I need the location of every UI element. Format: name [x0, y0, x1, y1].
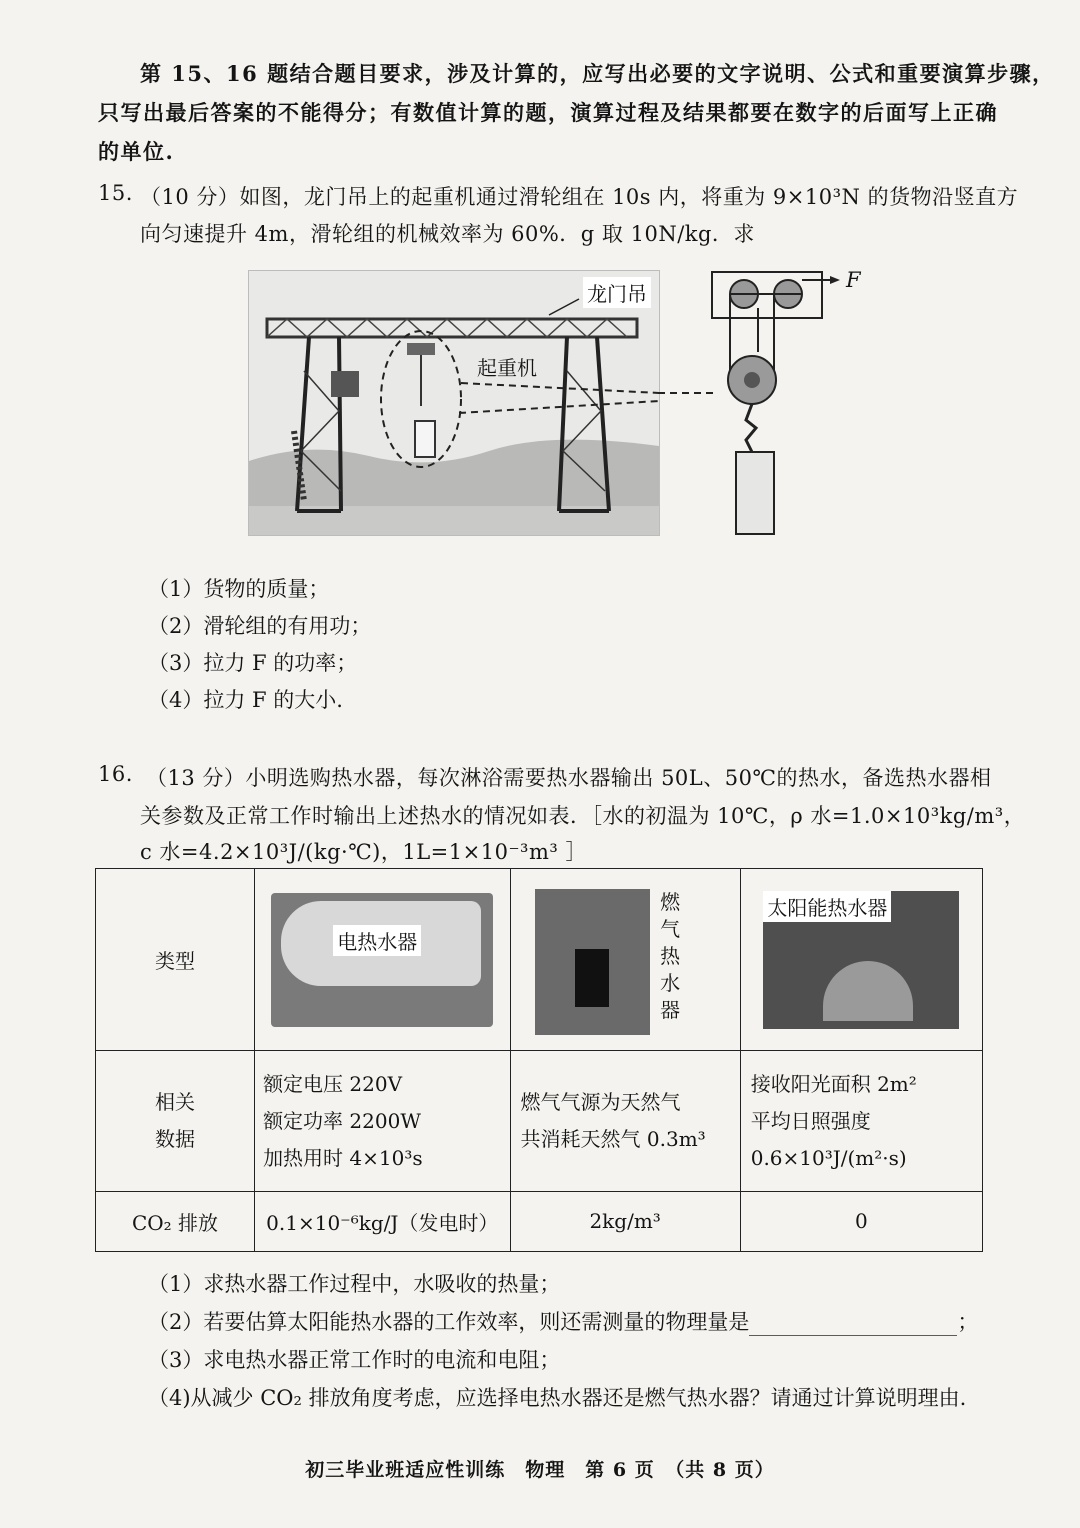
q16-text-line-3: c 水=4.2×10³J/(kg·℃)，1L=1×10⁻³m³ ］	[140, 840, 587, 864]
q15-number: 15.	[98, 181, 133, 205]
q15-text-line-1: （10 分）如图，龙门吊上的起重机通过滑轮组在 10s 内，将重为 9×10³N 的货物沿竖直方	[140, 185, 1019, 209]
water-heater-table	[95, 868, 983, 1252]
gantry-crane-photo	[248, 270, 660, 536]
q16-sub-2: （2）若要估算太阳能热水器的工作效率，则还需测量的物理量是	[148, 1310, 750, 1334]
q16-sub-3: （3）求电热水器正常工作时的电流和电阻；	[148, 1348, 561, 1372]
electric-co2: 0.1×10⁻⁶kg/J（发电时）	[255, 1191, 510, 1251]
crane-label: 起重机	[473, 351, 541, 382]
electric-heater-photo	[271, 893, 493, 1027]
q15-sub-4: （4）拉力 F 的大小.	[148, 688, 343, 712]
table-row-data	[96, 1051, 983, 1191]
table-row-co2	[96, 1191, 983, 1251]
gas-data: 燃气气源为天然气 共消耗天然气 0.3m³	[510, 1051, 740, 1191]
q16-sub-2-line	[148, 1306, 978, 1336]
page-footer: 初三毕业班适应性训练 物理 第 6 页 （共 8 页）	[305, 1459, 775, 1481]
q15-sub-2: （2）滑轮组的有用功；	[148, 614, 372, 638]
electric-photo-cell	[255, 869, 510, 1051]
q16-sub-2-end: ；	[957, 1310, 979, 1334]
q16-text-line-1: （13 分）小明选购热水器，每次淋浴需要热水器输出 50L、50℃的热水，备选热水器相	[146, 766, 992, 790]
solar-co2: 0	[740, 1191, 982, 1251]
electric-photo-label: 电热水器	[333, 925, 421, 956]
pulley-diagram	[658, 262, 878, 542]
gas-photo-cell	[510, 869, 740, 1051]
gas-heater-photo	[535, 889, 650, 1035]
data-label: 相关 数据	[96, 1051, 255, 1191]
q15-text-line-2: 向匀速提升 4m，滑轮组的机械效率为 60%．g 取 10N/kg．求	[140, 222, 755, 246]
solar-heater-photo	[763, 891, 959, 1029]
table-row-type	[96, 869, 983, 1051]
co2-label: CO₂ 排放	[96, 1191, 255, 1251]
solar-photo-label: 太阳能热水器	[763, 891, 891, 922]
solar-data: 接收阳光面积 2m² 平均日照强度 0.6×10³J/(m²·s)	[740, 1051, 982, 1191]
gantry-label: 龙门吊	[583, 277, 651, 308]
instruction-line-3: 的单位.	[98, 139, 175, 164]
answer-blank[interactable]	[749, 1315, 957, 1336]
q16-sub-1: （1）求热水器工作过程中，水吸收的热量；	[148, 1272, 561, 1296]
q16-number: 16.	[98, 762, 133, 786]
q16-sub-4: （4)从减少 CO₂ 排放角度考虑，应选择电热水器还是燃气热水器？请通过计算说明理由.	[148, 1386, 967, 1410]
force-label: F	[846, 268, 861, 292]
gantry-crane-drawing	[249, 271, 659, 535]
gas-heater-figure	[535, 885, 715, 1035]
q16-text-line-2: 关参数及正常工作时输出上述热水的情况如表．［水的初温为 10℃，ρ 水=1.0×10³kg/m³，	[140, 804, 1026, 828]
type-label: 类型	[96, 869, 255, 1051]
q15-sub-3: （3）拉力 F 的功率；	[148, 651, 358, 675]
gas-co2: 2kg/m³	[510, 1191, 740, 1251]
gas-photo-label: 燃 气 热 水 器	[660, 889, 681, 1022]
solar-photo-cell	[740, 869, 982, 1051]
instruction-line-2: 只写出最后答案的不能得分；有数值计算的题，演算过程及结果都要在数字的后面写上正确	[98, 100, 998, 125]
q15-sub-1: （1）货物的质量；	[148, 577, 330, 601]
instruction-line-1: 第 15、16 题结合题目要求，涉及计算的，应写出必要的文字说明、公式和重要演算步骤，	[140, 61, 1055, 86]
electric-data: 额定电压 220V 额定功率 2200W 加热用时 4×10³s	[255, 1051, 510, 1191]
